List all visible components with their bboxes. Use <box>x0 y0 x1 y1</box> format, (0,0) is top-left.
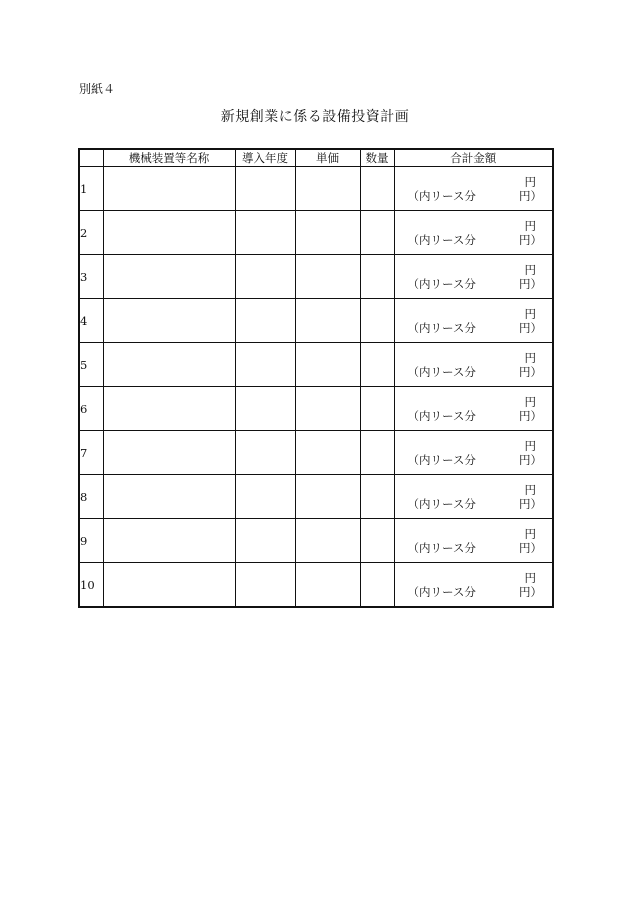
header-quantity: 数量 <box>360 149 394 167</box>
equipment-name-cell <box>103 167 235 211</box>
table-row <box>79 431 553 475</box>
table-row <box>79 343 553 387</box>
lease-prefix: （内リース分 <box>407 233 476 247</box>
introduction-year-cell <box>235 431 295 475</box>
lease-suffix: 円） <box>519 541 542 555</box>
yen-label: 円 <box>524 571 536 585</box>
total-amount-cell <box>394 299 553 343</box>
introduction-year-cell <box>235 387 295 431</box>
unit-price-cell <box>295 431 360 475</box>
introduction-year-cell <box>235 475 295 519</box>
introduction-year-cell <box>235 519 295 563</box>
quantity-cell <box>360 387 394 431</box>
introduction-year-cell <box>235 563 295 608</box>
total-amount-cell <box>394 343 553 387</box>
total-amount-cell <box>394 211 553 255</box>
lease-prefix: （内リース分 <box>407 277 476 291</box>
quantity-cell <box>360 211 394 255</box>
quantity-cell <box>360 563 394 608</box>
lease-amount-line <box>408 188 543 204</box>
table-row <box>79 167 553 211</box>
row-number: 5 <box>79 343 103 387</box>
lease-amount-line <box>408 364 543 380</box>
equipment-name-cell <box>103 475 235 519</box>
unit-price-cell <box>295 211 360 255</box>
equipment-name-cell <box>103 255 235 299</box>
lease-amount-line <box>408 232 543 248</box>
total-amount-cell <box>394 255 553 299</box>
table-row <box>79 387 553 431</box>
yen-label: 円 <box>524 263 536 277</box>
quantity-cell <box>360 475 394 519</box>
equipment-name-cell <box>103 299 235 343</box>
equipment-name-cell <box>103 431 235 475</box>
header-unit-price: 単価 <box>295 149 360 167</box>
lease-suffix: 円） <box>519 585 542 599</box>
equipment-name-cell <box>103 563 235 608</box>
row-number: 10 <box>79 563 103 608</box>
row-number: 1 <box>79 167 103 211</box>
row-number: 3 <box>79 255 103 299</box>
yen-label: 円 <box>524 395 536 409</box>
lease-suffix: 円） <box>519 409 542 423</box>
quantity-cell <box>360 343 394 387</box>
yen-label: 円 <box>524 307 536 321</box>
header-equipment-name: 機械装置等名称 <box>103 149 235 167</box>
lease-prefix: （内リース分 <box>407 189 476 203</box>
quantity-cell <box>360 255 394 299</box>
unit-price-cell <box>295 167 360 211</box>
introduction-year-cell <box>235 343 295 387</box>
lease-suffix: 円） <box>519 277 542 291</box>
lease-suffix: 円） <box>519 453 542 467</box>
lease-prefix: （内リース分 <box>407 585 476 599</box>
lease-amount-line <box>408 540 543 556</box>
yen-label: 円 <box>524 439 536 453</box>
introduction-year-cell <box>235 255 295 299</box>
introduction-year-cell <box>235 211 295 255</box>
lease-amount-line <box>408 320 543 336</box>
table-row <box>79 211 553 255</box>
lease-amount-line <box>408 408 543 424</box>
lease-prefix: （内リース分 <box>407 409 476 423</box>
equipment-name-cell <box>103 211 235 255</box>
table-row <box>79 299 553 343</box>
row-number: 6 <box>79 387 103 431</box>
annex-label: 別紙４ <box>79 82 116 96</box>
lease-prefix: （内リース分 <box>407 497 476 511</box>
quantity-cell <box>360 519 394 563</box>
quantity-cell <box>360 299 394 343</box>
quantity-cell <box>360 431 394 475</box>
unit-price-cell <box>295 387 360 431</box>
table-row <box>79 475 553 519</box>
lease-suffix: 円） <box>519 365 542 379</box>
yen-label: 円 <box>524 483 536 497</box>
unit-price-cell <box>295 519 360 563</box>
row-number: 9 <box>79 519 103 563</box>
equipment-name-cell <box>103 519 235 563</box>
lease-amount-line <box>408 452 543 468</box>
row-number: 7 <box>79 431 103 475</box>
yen-label: 円 <box>524 219 536 233</box>
header-introduction-year: 導入年度 <box>235 149 295 167</box>
introduction-year-cell <box>235 299 295 343</box>
lease-suffix: 円） <box>519 497 542 511</box>
lease-amount-line <box>408 276 543 292</box>
table-row <box>79 255 553 299</box>
table-row <box>79 563 553 608</box>
header-row <box>79 149 553 167</box>
equipment-investment-table <box>78 148 554 608</box>
introduction-year-cell <box>235 167 295 211</box>
quantity-cell <box>360 167 394 211</box>
unit-price-cell <box>295 563 360 608</box>
total-amount-cell <box>394 563 553 608</box>
total-amount-cell <box>394 167 553 211</box>
unit-price-cell <box>295 255 360 299</box>
lease-prefix: （内リース分 <box>407 541 476 555</box>
lease-amount-line <box>408 584 543 600</box>
total-amount-cell <box>394 519 553 563</box>
lease-amount-line <box>408 496 543 512</box>
total-amount-cell <box>394 431 553 475</box>
row-number: 8 <box>79 475 103 519</box>
lease-prefix: （内リース分 <box>407 321 476 335</box>
lease-suffix: 円） <box>519 189 542 203</box>
header-total-amount: 合計金額 <box>394 149 553 167</box>
lease-prefix: （内リース分 <box>407 365 476 379</box>
table-row <box>79 519 553 563</box>
lease-suffix: 円） <box>519 321 542 335</box>
unit-price-cell <box>295 343 360 387</box>
equipment-name-cell <box>103 387 235 431</box>
row-number: 4 <box>79 299 103 343</box>
total-amount-cell <box>394 475 553 519</box>
total-amount-cell <box>394 387 553 431</box>
yen-label: 円 <box>524 351 536 365</box>
row-number: 2 <box>79 211 103 255</box>
unit-price-cell <box>295 475 360 519</box>
equipment-name-cell <box>103 343 235 387</box>
yen-label: 円 <box>524 527 536 541</box>
unit-price-cell <box>295 299 360 343</box>
lease-suffix: 円） <box>519 233 542 247</box>
header-no <box>79 149 103 167</box>
lease-prefix: （内リース分 <box>407 453 476 467</box>
document-title: 新規創業に係る設備投資計画 <box>220 109 410 125</box>
yen-label: 円 <box>524 175 536 189</box>
